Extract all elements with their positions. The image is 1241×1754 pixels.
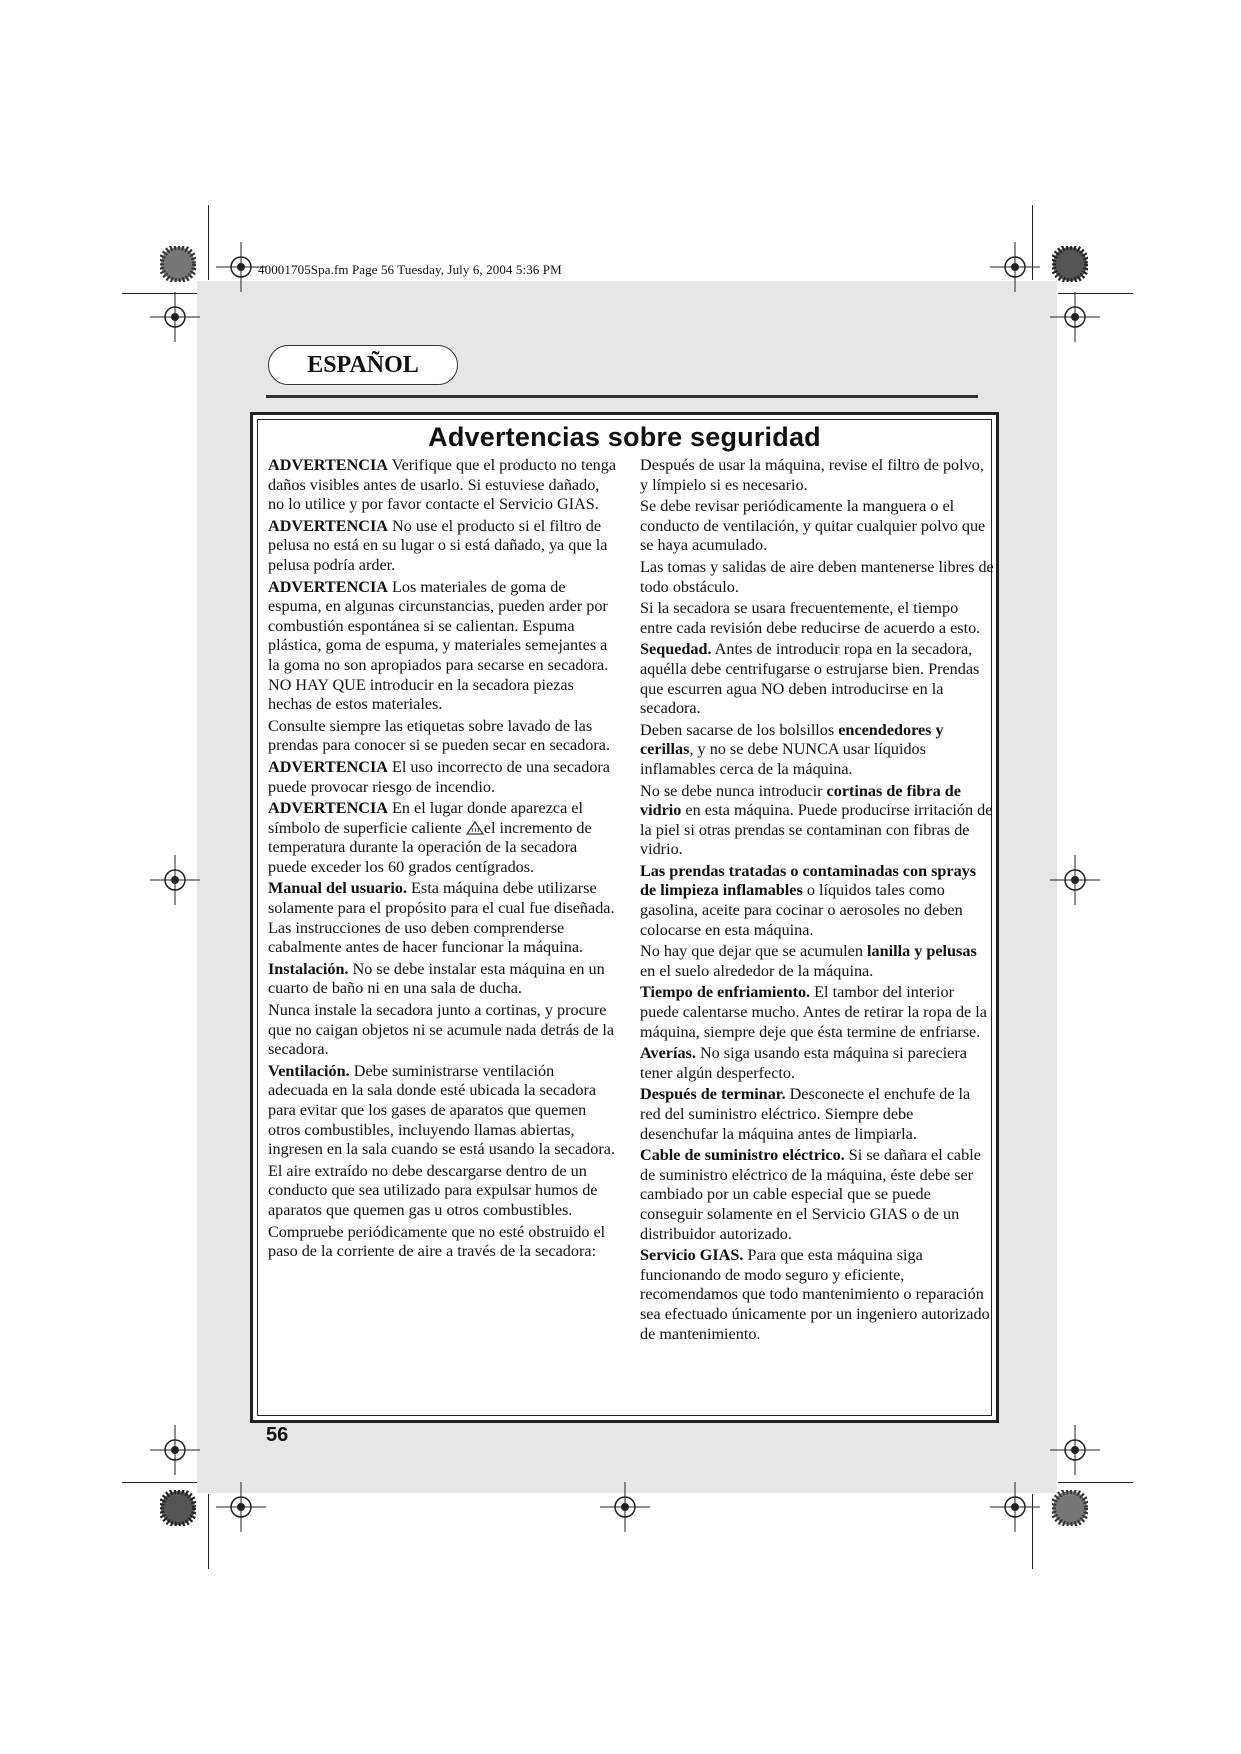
paragraph bbox=[640, 558, 994, 597]
bold-lead-text: encendedores y cerillas bbox=[640, 720, 944, 759]
paragraph bbox=[640, 1085, 994, 1144]
bold-lead-text: Averías. bbox=[640, 1044, 696, 1063]
starburst-mark-icon bbox=[160, 246, 196, 282]
page-title: Advertencias sobre seguridad bbox=[428, 422, 821, 452]
paragraph bbox=[268, 758, 618, 797]
paragraph bbox=[268, 578, 618, 715]
paragraph-text: en el suelo alrededor de la máquina. bbox=[640, 961, 874, 980]
paragraph bbox=[640, 599, 994, 638]
paragraph bbox=[640, 1146, 994, 1244]
paragraph-text: Debe suministrarse ventilación adecuada en la sala donde esté ubicada la secadora para evitar que los gases de aparatos que quemen otros combustibles, incluyendo llamas abiertas, ingresen en la sala cuando se está usando la secadora. bbox=[268, 1061, 615, 1159]
paragraph bbox=[640, 721, 994, 780]
paragraph-text: No use el producto si el filtro de pelusa no está en su lugar o si está dañado, ya que la pelusa podría arder. bbox=[268, 516, 608, 574]
paragraph bbox=[268, 717, 618, 756]
paragraph-text: , y no se debe NUNCA usar líquidos inflamables cerca de la máquina. bbox=[640, 740, 926, 778]
bold-lead-text: ADVERTENCIA bbox=[268, 516, 388, 535]
registration-target-icon bbox=[990, 242, 1040, 292]
paragraph-text: No hay que dejar que se acumulen bbox=[640, 942, 867, 961]
language-tab: ESPAÑOL bbox=[268, 345, 458, 385]
left-column bbox=[268, 456, 618, 1264]
paragraph-text: Para que esta máquina siga funcionando de modo seguro y eficiente, recomendamos que todo mantenimiento o reparación sea efectuado únicamente por un ingeniero autorizado de mantenimiento. bbox=[640, 1246, 990, 1343]
paragraph-text: En el lugar donde aparezca el símbolo de superficie caliente bbox=[268, 799, 583, 837]
safety-warnings-box bbox=[250, 412, 999, 1423]
paragraph-text: Los materiales de goma de espuma, en algunas circunstancias, pueden arder por combustión espontánea si se calientan. Espuma plástica, goma de espuma, y materiales semejantes a la goma no son apropiados para secarse en secadora. NO HAY QUE introducir en la secadora piezas hechas de estos materiales. bbox=[268, 577, 609, 714]
paragraph bbox=[268, 799, 618, 877]
registration-target-icon bbox=[150, 1425, 200, 1475]
paragraph-text: Si se dañara el cable de suministro eléctrico de la máquina, éste debe ser cambiado por un cable especial que se puede conseguir solamente en el Servicio GIAS o de un distribuidor autorizado. bbox=[640, 1146, 981, 1243]
registration-target-icon bbox=[150, 855, 200, 905]
paragraph-text: El tambor del interior puede calentarse mucho. Antes de retirar la ropa de la máquina, siempre deje que ésta termine de enfriarse. bbox=[640, 983, 987, 1041]
bold-lead-text: Ventilación. bbox=[268, 1061, 350, 1080]
paragraph-text: No se debe nunca introducir bbox=[640, 781, 827, 800]
paragraph-text: Antes de introducir ropa en la secadora, aquélla debe centrifugarse o estrujarse bien. Prendas que escurren agua NO deben introducirse en la secadora. bbox=[640, 640, 980, 718]
registration-target-icon bbox=[216, 1482, 266, 1532]
bold-lead-text: ADVERTENCIA bbox=[268, 757, 388, 776]
paragraph-text: en esta máquina. Puede producirse irritación de la piel si otras prendas se contaminan con fibras de vidrio. bbox=[640, 801, 993, 859]
paragraph bbox=[640, 942, 994, 981]
bold-lead-text: Instalación. bbox=[268, 959, 349, 978]
paragraph-text: Nunca instale la secadora junto a cortinas, y procure que no caigan objetos ni se acumule nada detrás de la secadora. bbox=[268, 1001, 615, 1059]
starburst-mark-icon bbox=[1052, 246, 1088, 282]
starburst-mark-icon bbox=[1052, 1490, 1088, 1526]
paragraph-text: Después de usar la máquina, revise el filtro de polvo, y límpielo si es necesario. bbox=[640, 456, 984, 494]
paragraph bbox=[268, 1223, 618, 1262]
paragraph-text: Las tomas y salidas de aire deben mantenerse libres de todo obstáculo. bbox=[640, 557, 994, 596]
hot-surface-warning-icon bbox=[466, 821, 484, 835]
paragraph-text: el incremento de temperatura durante la operación de la secadora puede exceder los 60 grados centígrados. bbox=[268, 818, 592, 876]
paragraph bbox=[268, 879, 618, 957]
paragraph-text: Se debe revisar periódicamente la manguera o el conducto de ventilación, y quitar cualquier polvo que se haya acumulado. bbox=[640, 497, 986, 555]
paragraph bbox=[640, 782, 994, 860]
bold-lead-text: Sequedad. bbox=[640, 640, 712, 659]
paragraph-text: Desconecte el enchufe de la red del suministro eléctrico. Siempre debe desenchufar la máquina antes de limpiarla. bbox=[640, 1085, 971, 1143]
paragraph-text: El aire extraído no debe descargarse dentro de un conducto que sea utilizado para expulsar humos de aparatos que quemen gas u otros combustibles. bbox=[268, 1161, 598, 1219]
bold-lead-text: ADVERTENCIA bbox=[268, 799, 388, 818]
bold-lead-text: Servicio GIAS. bbox=[640, 1246, 744, 1265]
bold-lead-text: Tiempo de enfriamiento. bbox=[640, 983, 811, 1002]
registration-target-icon bbox=[990, 1482, 1040, 1532]
paragraph bbox=[640, 862, 994, 940]
paragraph bbox=[640, 456, 994, 495]
paragraph bbox=[268, 456, 618, 515]
paragraph bbox=[268, 960, 618, 999]
paragraph-text: Compruebe periódicamente que no esté obstruido el paso de la corriente de aire a través de la secadora: bbox=[268, 1222, 606, 1261]
bold-lead-text: Cable de suministro eléctrico. bbox=[640, 1146, 845, 1165]
bold-lead-text: Después de terminar. bbox=[640, 1085, 786, 1104]
registration-target-icon bbox=[1050, 292, 1100, 342]
registration-target-icon bbox=[600, 1482, 650, 1532]
paragraph-text: o líquidos tales como gasolina, aceite para cocinar o aerosoles no deben colocarse en esta máquina. bbox=[640, 881, 963, 939]
paragraph bbox=[268, 1001, 618, 1060]
paragraph bbox=[640, 640, 994, 718]
paragraph-text: Si la secadora se usara frecuentemente, el tiempo entre cada revisión debe reducirse de acuerdo a esto. bbox=[640, 599, 981, 637]
file-info-header: 40001705Spa.fm Page 56 Tuesday, July 6, 2004 5:36 PM bbox=[258, 262, 562, 277]
registration-target-icon bbox=[1050, 855, 1100, 905]
paragraph-text: No siga usando esta máquina si pareciera tener algún desperfecto. bbox=[640, 1044, 967, 1082]
paragraph-text: Verifique que el producto no tenga daños visibles antes de usarlo. Si estuviese dañado, no lo utilice y por favor contacte el Servicio GIAS. bbox=[268, 456, 617, 514]
bold-lead-text: Las prendas tratadas o contaminadas con sprays de limpieza inflamables bbox=[640, 861, 977, 900]
paragraph-text: Esta máquina debe utilizarse solamente para el propósito para el cual fue diseñada. Las instrucciones de uso deben comprenderse cabalmente antes de hacer funcionar la máquina. bbox=[268, 879, 615, 957]
section-divider bbox=[266, 395, 978, 398]
right-column bbox=[640, 456, 994, 1346]
paragraph bbox=[640, 497, 994, 556]
bold-lead-text: ADVERTENCIA bbox=[268, 456, 388, 474]
paragraph bbox=[268, 1062, 618, 1160]
bold-lead-text: cortinas de fibra de vidrio bbox=[640, 781, 961, 820]
page-number: 56 bbox=[266, 1424, 289, 1446]
paragraph-text: El uso incorrecto de una secadora puede provocar riesgo de incendio. bbox=[268, 757, 610, 796]
bold-lead-text: lanilla y pelusas bbox=[867, 942, 977, 961]
paragraph bbox=[640, 1246, 994, 1344]
starburst-mark-icon bbox=[160, 1490, 196, 1526]
bold-lead-text: ADVERTENCIA bbox=[268, 577, 388, 596]
paragraph bbox=[640, 983, 994, 1042]
paragraph-text: Deben sacarse de los bolsillos bbox=[640, 720, 839, 739]
bold-lead-text: Manual del usuario. bbox=[268, 879, 407, 898]
paragraph-text: No se debe instalar esta máquina en un cuarto de baño ni en una sala de ducha. bbox=[268, 959, 605, 998]
registration-target-icon bbox=[1050, 1425, 1100, 1475]
paragraph bbox=[640, 1044, 994, 1083]
paragraph bbox=[268, 517, 618, 576]
paragraph-text: Consulte siempre las etiquetas sobre lavado de las prendas para conocer si se pueden secar en secadora. bbox=[268, 716, 611, 755]
paragraph bbox=[268, 1162, 618, 1221]
registration-target-icon bbox=[150, 292, 200, 342]
